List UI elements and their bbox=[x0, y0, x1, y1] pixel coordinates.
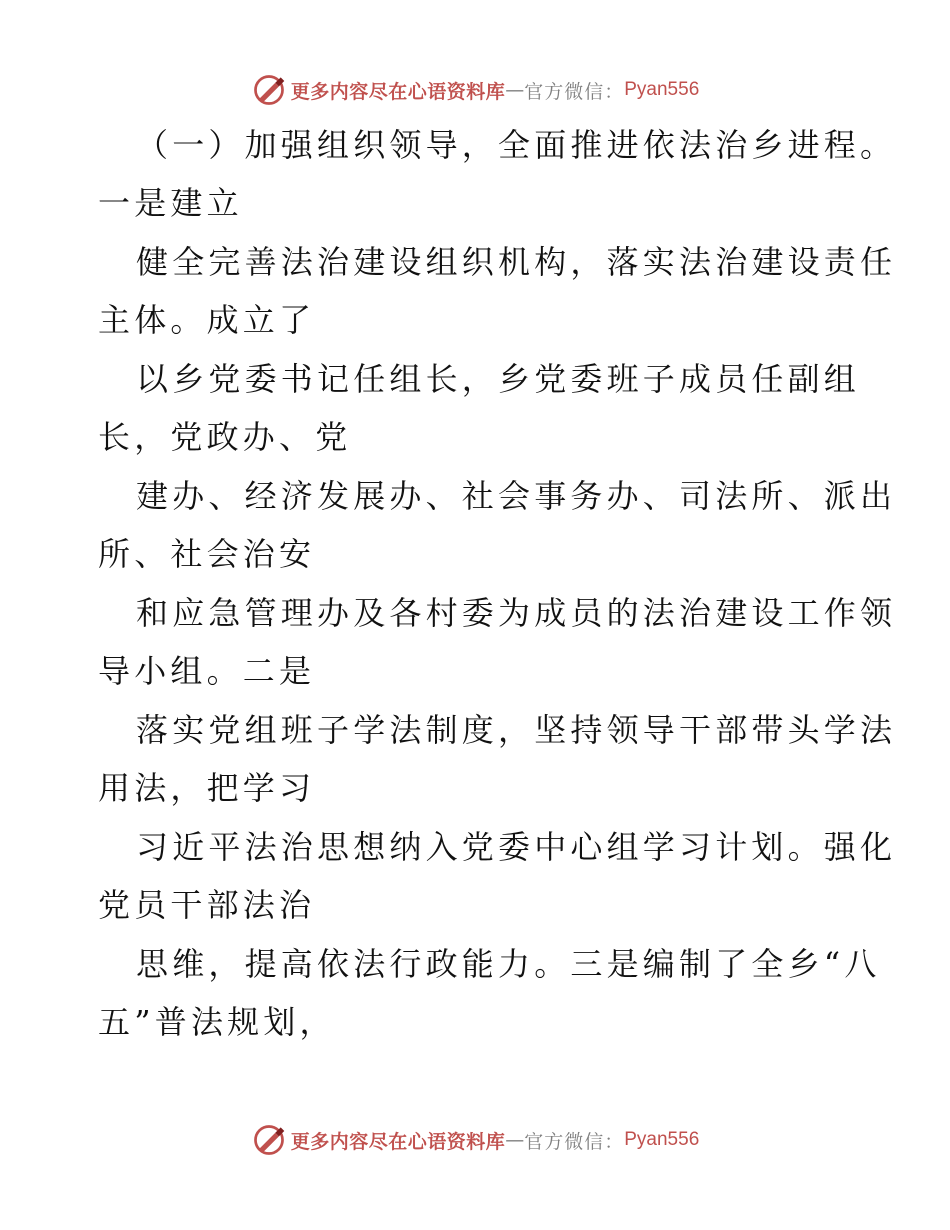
text-line: 思维，提高依法行政能力。三是编制了全乡“八 bbox=[136, 945, 881, 983]
pen-logo-icon bbox=[251, 1122, 287, 1158]
text-line: 长，党政办、党 bbox=[98, 418, 352, 456]
pen-logo-icon bbox=[251, 72, 287, 108]
text-line: 和应急管理办及各村委为成员的法治建设工作领 bbox=[136, 594, 897, 632]
watermark-separator: — bbox=[505, 1129, 525, 1151]
watermark-wechat-label: 官方微信： bbox=[524, 1130, 625, 1153]
header-watermark bbox=[0, 70, 950, 110]
text-line: （一）加强组织领导，全面推进依法治乡进程。 bbox=[136, 126, 897, 164]
text-line: 党员干部法治 bbox=[98, 886, 316, 924]
text-line: 一是建立 bbox=[98, 184, 243, 222]
text-line: 用法，把学习 bbox=[98, 769, 316, 807]
text-line: 建办、经济发展办、社会事务办、司法所、派出 bbox=[136, 477, 897, 515]
footer-watermark bbox=[0, 1120, 950, 1160]
watermark-wechat-id: Pyan556 bbox=[624, 79, 700, 100]
text-line: 落实党组班子学法制度，坚持领导干部带头学法 bbox=[136, 711, 897, 749]
watermark-wechat-label: 官方微信： bbox=[524, 80, 625, 103]
watermark-separator: — bbox=[505, 79, 525, 101]
text-line: 主体。成立了 bbox=[98, 301, 316, 339]
text-line: 导小组。二是 bbox=[98, 652, 316, 690]
text-line: 五”普法规划， bbox=[98, 1003, 336, 1041]
text-line: 以乡党委书记任组长，乡党委班子成员任副组 bbox=[136, 360, 861, 398]
watermark-text: 更多内容尽在心语资料库 bbox=[290, 1130, 506, 1153]
text-line: 习近平法治思想纳入党委中心组学习计划。强化 bbox=[136, 828, 897, 866]
watermark-wechat-id: Pyan556 bbox=[624, 1129, 700, 1150]
watermark-text: 更多内容尽在心语资料库 bbox=[290, 80, 506, 103]
text-line: 所、社会治安 bbox=[98, 535, 316, 573]
text-line: 健全完善法治建设组织机构，落实法治建设责任 bbox=[136, 243, 897, 281]
